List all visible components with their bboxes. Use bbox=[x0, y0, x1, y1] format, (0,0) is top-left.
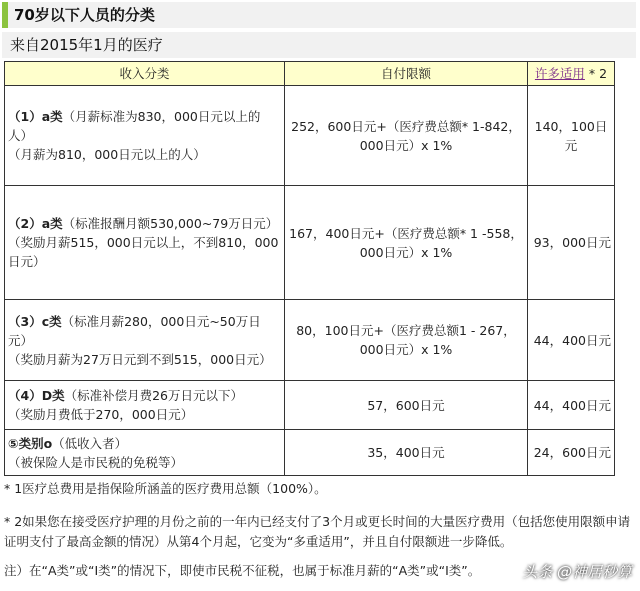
copay-limit-cell: 80，100日元+（医疗费总额1 - 267，000日元）x 1% bbox=[285, 300, 528, 381]
table-row bbox=[5, 430, 615, 476]
category-label: （4）D类 bbox=[8, 388, 65, 403]
category-desc: （月薪标准为830，000日元以上的人） bbox=[8, 109, 261, 143]
category-label: （3）c类 bbox=[8, 313, 62, 329]
copay-limit-cell: 57，600日元 bbox=[285, 381, 528, 430]
category-desc-2: （奖励月薪515，000日元以上，不到810，000日元） bbox=[8, 235, 279, 269]
copay-limit-cell: 167，400日元+（医疗费总额* 1 -558，000日元）x 1% bbox=[285, 186, 528, 300]
income-category-cell bbox=[5, 430, 285, 476]
multiple-applicable-cell: 140，100日元 bbox=[528, 86, 615, 186]
multiple-applicable-cell: 44，400日元 bbox=[528, 381, 615, 430]
income-category-cell bbox=[5, 381, 285, 430]
category-label: （2）a类 bbox=[8, 216, 63, 231]
multiple-applicable-link[interactable]: 许多适用 bbox=[534, 66, 585, 81]
watermark: 头条 @神居秒算 bbox=[522, 563, 632, 581]
header-footnote-mark: * 2 bbox=[584, 66, 608, 81]
category-desc-2: （月薪为810，000日元以上的人） bbox=[8, 147, 206, 162]
category-desc: （低收入者） bbox=[52, 435, 128, 451]
multiple-applicable-cell: 44，400日元 bbox=[528, 300, 615, 381]
multiple-applicable-cell: 24，600日元 bbox=[528, 430, 615, 476]
copay-limit-cell: 252，600日元+（医疗费总额* 1-842，000日元）x 1% bbox=[285, 86, 528, 186]
multiple-applicable-cell: 93，000日元 bbox=[528, 186, 615, 300]
header-multiple-applicable bbox=[528, 62, 615, 86]
category-label: ⑤类别o bbox=[8, 435, 53, 451]
income-category-cell bbox=[5, 186, 285, 300]
table-header-row bbox=[5, 62, 615, 86]
header-copay-limit: 自付限额 bbox=[285, 62, 528, 86]
copay-limit-cell: 35，400日元 bbox=[285, 430, 528, 476]
page-subtitle: 来自2015年1月的医疗 bbox=[2, 32, 636, 58]
category-desc: （标准报酬月额530,000~79万日元） bbox=[62, 216, 279, 231]
table-row bbox=[5, 300, 615, 381]
category-desc-2: （奖励月薪为27万日元到不到515，000日元） bbox=[8, 351, 272, 367]
header-income-category: 收入分类 bbox=[5, 62, 285, 86]
footnote-3: 注）在“A类”或“I类”的情况下，即使市民税不征税，也属于标准月薪的“A类”或“I类”。 bbox=[4, 563, 481, 578]
table-row bbox=[5, 186, 615, 300]
income-category-cell bbox=[5, 86, 285, 186]
category-desc: （标准补偿月费26万日元以下） bbox=[64, 388, 243, 403]
category-label: （1）a类 bbox=[8, 109, 63, 124]
footnote-1: * 1医疗总费用是指保险所涵盖的医疗费用总额（100%）。 bbox=[4, 481, 327, 496]
category-desc: （标准月薪280，000日元~50万日元） bbox=[8, 313, 261, 348]
category-desc-2: （奖励月费低于270，000日元） bbox=[8, 407, 194, 422]
income-category-cell bbox=[5, 300, 285, 381]
table-row bbox=[5, 381, 615, 430]
page-title: 70岁以下人员的分类 bbox=[2, 2, 636, 28]
footnote-2: * 2如果您在接受医疗护理的月份之前的一年内已经支付了3个月或更长时间的大量医疗费用（包括您使用限额申请证明支付了最高金额的情况）从第4个月起，它变为“多重适用”，并且自付限额进一步降低。 bbox=[4, 514, 631, 549]
category-desc-2: （被保险人是市民税的免税等） bbox=[8, 454, 184, 470]
table-row bbox=[5, 86, 615, 186]
classification-table bbox=[4, 61, 615, 476]
